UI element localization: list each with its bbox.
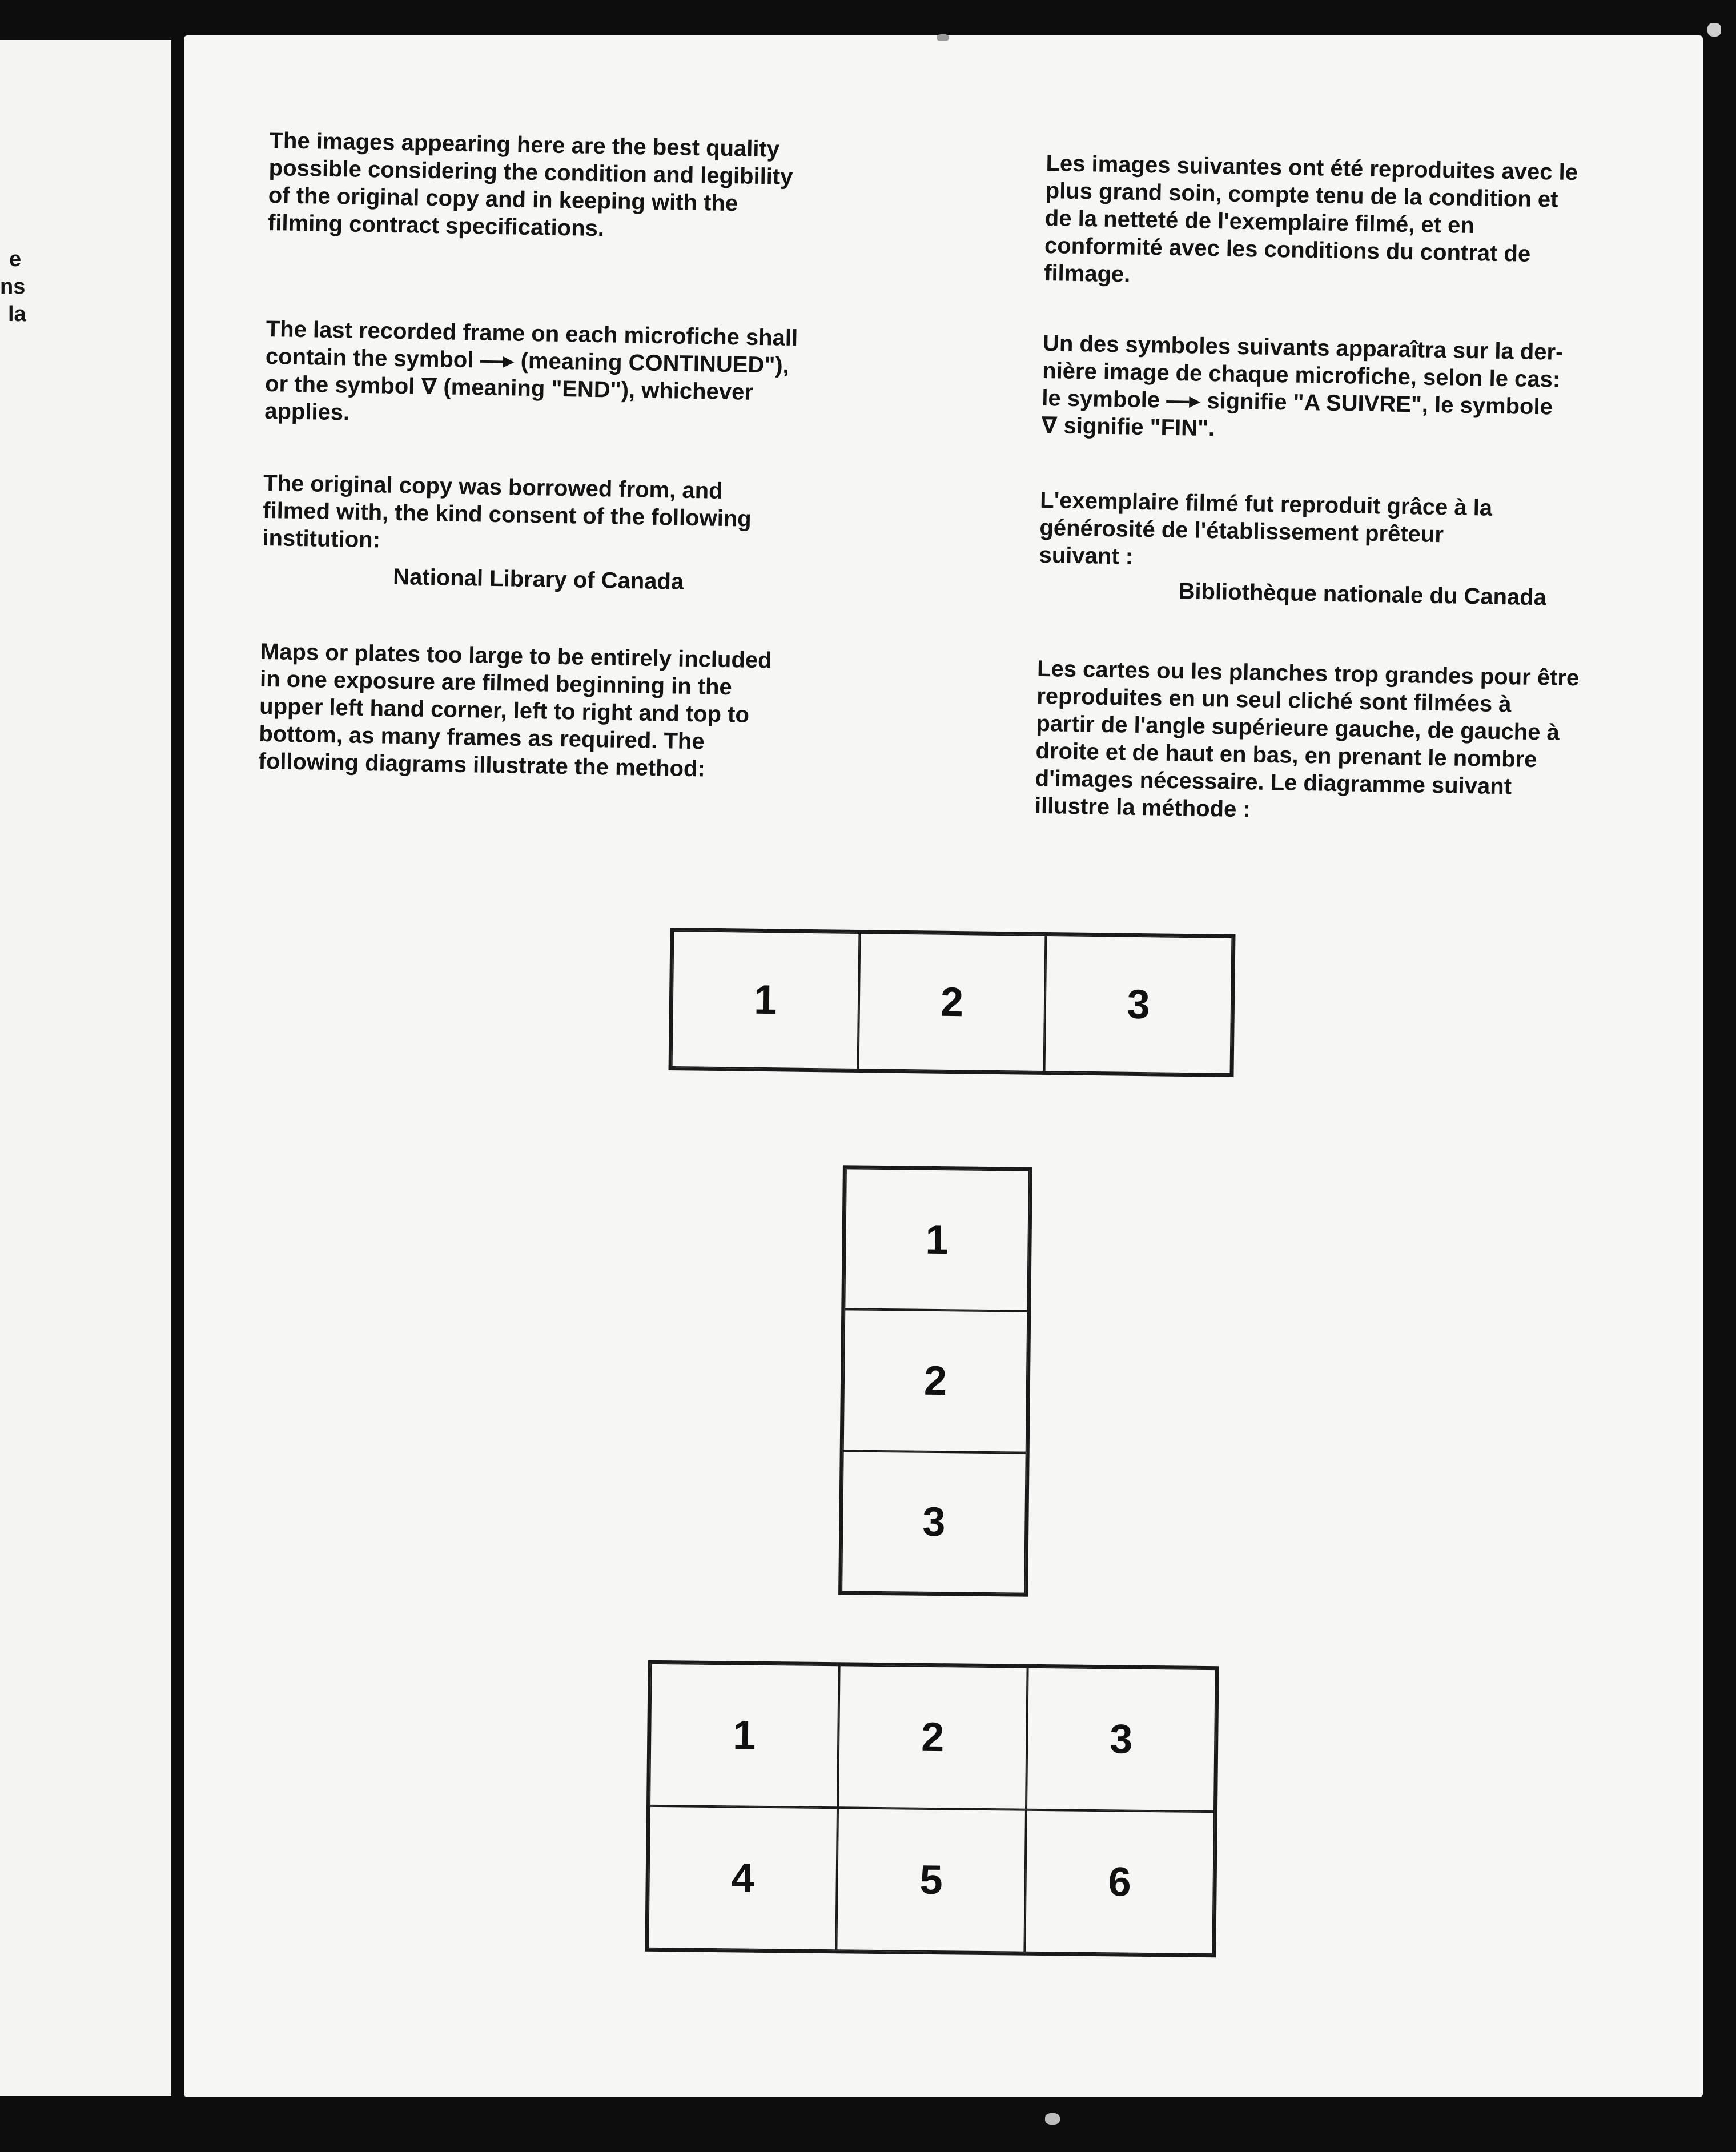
french-borrowed-paragraph: L'exemplaire filmé fut reproduit grâce à la générosité de l'établissement prêteur suivant : [1039,487,1493,569]
previous-page-sliver [0,40,171,2096]
diagram-horizontal-three [669,928,1236,1077]
previous-page-text [0,246,26,328]
page-divider [171,34,183,2107]
english-column [258,127,886,782]
diagram-cell: 1 [672,930,860,1070]
french-maps-paragraph: Les cartes ou les planches trop grandes pour être reproduites en un seul cliché sont filmées à partir de l'angle supérieure gauche, de gauche à droite et de haut en bas, en prenant le nombre d'images nécessaire. Le diagramme suivant illustre la méthode : [1034,656,1580,822]
diagram-cell: 3 [841,1451,1027,1594]
previous-page-fragment: e [9,247,22,271]
diagram-cell: 3 [1026,1667,1216,1812]
scan-artifact [937,34,949,41]
diagram-cell: 1 [844,1168,1030,1311]
english-maps-paragraph: Maps or plates too large to be entirely included in one exposure are filmed beginning in the upper left hand corner, left to right and top to bottom, as many frames as required. The following diagrams illustrate the method: [258,639,772,782]
diagram-cell: 6 [1024,1810,1215,1954]
diagram-cell: 1 [649,1663,839,1808]
scan-artifact [1707,23,1721,37]
french-column [1034,150,1663,822]
french-symbols-paragraph: Un des symboles suivants apparaîtra sur la der- nière image de chaque microfiche, selon le cas: le symbole —▸ signifie "A SUIVRE", le symbole ∇ signifie "FIN". [1041,330,1564,441]
diagram-vertical-three [838,1165,1032,1596]
french-institution-name: Bibliothèque nationale du Canada [1178,579,1547,611]
diagram-grid-six [645,1660,1219,1957]
diagram-cell: 2 [838,1665,1028,1809]
previous-page-fragment: ns [0,275,26,299]
french-quality-paragraph: Les images suivantes ont été reproduites avec le plus grand soin, compte tenu de la condition et de la netteté de l'exemplaire filmé, et en conformité avec les conditions du contrat de filmage. [1043,150,1578,287]
english-quality-paragraph: The images appearing here are the best quality possible considering the condition and legibility of the original copy and in keeping with the filming contract specifications. [267,127,793,242]
english-symbols-paragraph: The last recorded frame on each microfiche shall contain the symbol —▸ (meaning CONTINUED"), or the symbol ∇ (meaning "END"), whichever applies. [264,316,798,425]
diagram-cell: 2 [843,1310,1028,1453]
diagram-cell: 3 [1044,935,1233,1074]
english-borrowed-paragraph: The original copy was borrowed from, and filmed with, the kind consent of the following institution: [262,470,752,553]
scan-artifact [1045,2113,1060,2125]
previous-page-fragment: la [8,302,26,326]
english-institution-name: National Library of Canada [392,564,684,595]
diagram-cell: 5 [836,1808,1026,1952]
target-page [184,35,1703,2097]
diagram-cell: 2 [858,933,1046,1072]
diagram-cell: 4 [648,1806,838,1950]
